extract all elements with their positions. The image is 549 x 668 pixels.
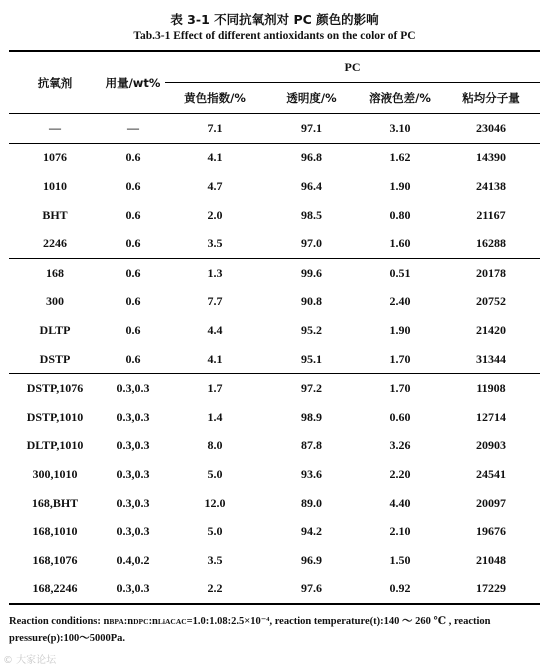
cell-mw: 20903 bbox=[476, 438, 506, 453]
cell-mw: 23046 bbox=[442, 114, 540, 144]
cell-mw: 24138 bbox=[476, 178, 506, 193]
table-row bbox=[9, 575, 540, 605]
cell-mw: 12714 bbox=[476, 409, 506, 424]
cell-antioxidant: DSTP,1076 bbox=[9, 374, 101, 403]
table-title-cn: 表 3-1 不同抗氧剂对 PC 颜色的影响 bbox=[170, 12, 379, 27]
cell-antioxidant: DLTP bbox=[39, 322, 71, 337]
cell-antioxidant: 168,BHT bbox=[31, 495, 79, 510]
cell-dosage: — bbox=[101, 114, 165, 144]
note-sub-liacac: LiACAC bbox=[157, 617, 187, 626]
cell-dosage: 0.3,0.3 bbox=[116, 409, 150, 424]
cell-color-diff: 4.40 bbox=[389, 495, 411, 510]
cell-color-diff: 0.60 bbox=[389, 409, 411, 424]
cell-dosage: 0.6 bbox=[101, 258, 165, 287]
cell-transmittance: 97.2 bbox=[265, 374, 358, 403]
header-antioxidant: 抗氧剂 bbox=[9, 51, 101, 114]
cell-antioxidant: 168,2246 bbox=[9, 575, 101, 605]
note-line-1 bbox=[9, 613, 540, 630]
cell-antioxidant: DSTP bbox=[39, 351, 71, 366]
table-row bbox=[9, 345, 540, 374]
cell-yellowness: 3.5 bbox=[207, 236, 223, 251]
cell-yellowness: 7.1 bbox=[165, 114, 265, 144]
cell-yellowness: 5.0 bbox=[207, 524, 223, 539]
cell-mw: 31344 bbox=[476, 351, 506, 366]
cell-transmittance: 96.8 bbox=[265, 143, 358, 172]
cell-mw: 14390 bbox=[442, 143, 540, 172]
antioxidant-table bbox=[9, 50, 540, 605]
cell-transmittance: 95.1 bbox=[301, 351, 322, 366]
cell-transmittance: 98.9 bbox=[301, 409, 322, 424]
watermark: © 大家论坛 bbox=[3, 655, 57, 666]
cell-transmittance: 96.4 bbox=[301, 178, 322, 193]
cell-color-diff: 1.62 bbox=[358, 143, 442, 172]
header-viscosity-mw: 粘均分子量 bbox=[442, 83, 540, 114]
cell-yellowness: 4.4 bbox=[207, 322, 223, 337]
cell-antioxidant: 1076 bbox=[9, 143, 101, 172]
cell-color-diff: 0.51 bbox=[358, 258, 442, 287]
table-row bbox=[9, 374, 540, 403]
cell-antioxidant: DLTP,1010 bbox=[26, 438, 84, 453]
cell-yellowness: 4.1 bbox=[165, 143, 265, 172]
cell-yellowness: 2.2 bbox=[165, 575, 265, 605]
cell-color-diff: 3.26 bbox=[389, 438, 411, 453]
note-sep1: :n bbox=[123, 616, 134, 627]
cell-mw: 20097 bbox=[476, 495, 506, 510]
cell-yellowness: 12.0 bbox=[204, 495, 226, 510]
header-dosage: 用量/wt% bbox=[101, 51, 165, 114]
cell-antioxidant: — bbox=[9, 114, 101, 144]
cell-color-diff: 1.50 bbox=[389, 552, 411, 567]
cell-dosage: 0.6 bbox=[125, 178, 141, 193]
cell-dosage: 0.3,0.3 bbox=[101, 575, 165, 605]
note-sub-bpa: BPA bbox=[109, 617, 124, 626]
cell-transmittance: 97.1 bbox=[265, 114, 358, 144]
header-pc-group bbox=[165, 51, 540, 83]
table-body bbox=[9, 114, 540, 605]
cell-yellowness: 5.0 bbox=[207, 466, 223, 481]
cell-yellowness: 3.5 bbox=[207, 552, 223, 567]
cell-dosage: 0.6 bbox=[125, 294, 141, 309]
header-yellowness: 黄色指数/% bbox=[165, 83, 265, 114]
cell-color-diff: 1.90 bbox=[389, 322, 411, 337]
cell-transmittance: 97.6 bbox=[265, 575, 358, 605]
table-row bbox=[9, 114, 540, 144]
table-row bbox=[9, 546, 540, 575]
cell-dosage: 0.6 bbox=[125, 207, 141, 222]
note-ratio: =1.0:1.08:2.5×10⁻⁴, reaction temperature(t):140 ～ 260 ℃ , reaction bbox=[186, 616, 491, 627]
cell-color-diff: 3.10 bbox=[358, 114, 442, 144]
cell-yellowness: 1.7 bbox=[165, 374, 265, 403]
cell-yellowness: 8.0 bbox=[207, 438, 223, 453]
cell-antioxidant: 168,1076 bbox=[32, 552, 78, 567]
cell-antioxidant: BHT bbox=[42, 207, 68, 222]
table-row bbox=[9, 258, 540, 287]
cell-yellowness: 1.3 bbox=[165, 258, 265, 287]
cell-transmittance: 95.2 bbox=[301, 322, 322, 337]
cell-yellowness: 7.7 bbox=[207, 294, 223, 309]
cell-transmittance: 98.5 bbox=[301, 207, 322, 222]
cell-antioxidant: DSTP,1010 bbox=[26, 409, 84, 424]
table-row bbox=[9, 288, 540, 317]
cell-mw: 20752 bbox=[476, 294, 506, 309]
cell-transmittance: 90.8 bbox=[301, 294, 322, 309]
cell-color-diff: 0.80 bbox=[389, 207, 411, 222]
header-color-diff: 溶液色差/% bbox=[358, 83, 442, 114]
cell-color-diff: 0.92 bbox=[358, 575, 442, 605]
table-row bbox=[9, 316, 540, 345]
cell-transmittance: 89.0 bbox=[301, 495, 322, 510]
cell-transmittance: 94.2 bbox=[301, 524, 322, 539]
note-sub-dpc: DPC bbox=[133, 617, 149, 626]
cell-dosage: 0.3,0.3 bbox=[116, 524, 150, 539]
cell-color-diff: 1.90 bbox=[389, 178, 411, 193]
cell-dosage: 0.3,0.3 bbox=[116, 438, 150, 453]
cell-antioxidant: 2246 bbox=[43, 236, 67, 251]
cell-transmittance: 99.6 bbox=[265, 258, 358, 287]
cell-color-diff: 1.70 bbox=[389, 351, 411, 366]
cell-dosage: 0.6 bbox=[125, 322, 141, 337]
cell-color-diff: 1.60 bbox=[389, 236, 411, 251]
cell-dosage: 0.3,0.3 bbox=[101, 374, 165, 403]
cell-dosage: 0.4,0.2 bbox=[116, 552, 150, 567]
cell-dosage: 0.3,0.3 bbox=[116, 495, 150, 510]
table-row bbox=[9, 172, 540, 201]
cell-dosage: 0.6 bbox=[125, 351, 141, 366]
table-row bbox=[9, 403, 540, 432]
cell-transmittance: 87.8 bbox=[301, 438, 322, 453]
cell-mw: 24541 bbox=[476, 466, 506, 481]
cell-dosage: 0.6 bbox=[125, 236, 141, 251]
reaction-conditions-note bbox=[9, 613, 540, 647]
cell-transmittance: 97.0 bbox=[301, 236, 322, 251]
note-sep2: :n bbox=[148, 616, 158, 627]
cell-mw: 21167 bbox=[476, 207, 506, 222]
cell-dosage: 0.6 bbox=[101, 143, 165, 172]
note-line-2: pressure(p):100～5000Pa. bbox=[9, 633, 125, 644]
cell-mw: 21048 bbox=[476, 552, 506, 567]
cell-dosage: 0.3,0.3 bbox=[116, 466, 150, 481]
cell-mw: 19676 bbox=[476, 524, 506, 539]
cell-color-diff: 2.40 bbox=[389, 294, 411, 309]
cell-antioxidant: 300,1010 bbox=[32, 466, 78, 481]
cell-mw: 21420 bbox=[476, 322, 506, 337]
cell-mw: 16288 bbox=[476, 236, 506, 251]
cell-antioxidant: 300 bbox=[46, 294, 64, 309]
cell-mw: 17229 bbox=[442, 575, 540, 605]
table-row bbox=[9, 143, 540, 172]
table-row bbox=[9, 432, 540, 461]
cell-antioxidant: 1010 bbox=[43, 178, 67, 193]
table-row bbox=[9, 201, 540, 230]
cell-transmittance: 93.6 bbox=[301, 466, 322, 481]
cell-yellowness: 4.7 bbox=[207, 178, 223, 193]
cell-color-diff: 2.20 bbox=[389, 466, 411, 481]
table-row bbox=[9, 229, 540, 258]
cell-mw: 20178 bbox=[442, 258, 540, 287]
cell-yellowness: 1.4 bbox=[207, 409, 223, 424]
table-title-en: Tab.3-1 Effect of different antioxidants on the color of PC bbox=[133, 30, 416, 42]
cell-color-diff: 1.70 bbox=[358, 374, 442, 403]
header-transmittance: 透明度/% bbox=[265, 83, 358, 114]
header-pc-label: PC bbox=[344, 59, 361, 74]
cell-antioxidant: 168,1010 bbox=[32, 524, 78, 539]
cell-yellowness: 4.1 bbox=[207, 351, 223, 366]
cell-mw: 11908 bbox=[442, 374, 540, 403]
table-row bbox=[9, 489, 540, 518]
note-prefix: Reaction conditions: bbox=[9, 616, 104, 627]
cell-transmittance: 96.9 bbox=[301, 552, 322, 567]
cell-antioxidant: 168 bbox=[9, 258, 101, 287]
table-row bbox=[9, 460, 540, 489]
cell-yellowness: 2.0 bbox=[207, 207, 223, 222]
note-n: n bbox=[103, 616, 110, 627]
table-row bbox=[9, 517, 540, 546]
cell-color-diff: 2.10 bbox=[389, 524, 411, 539]
